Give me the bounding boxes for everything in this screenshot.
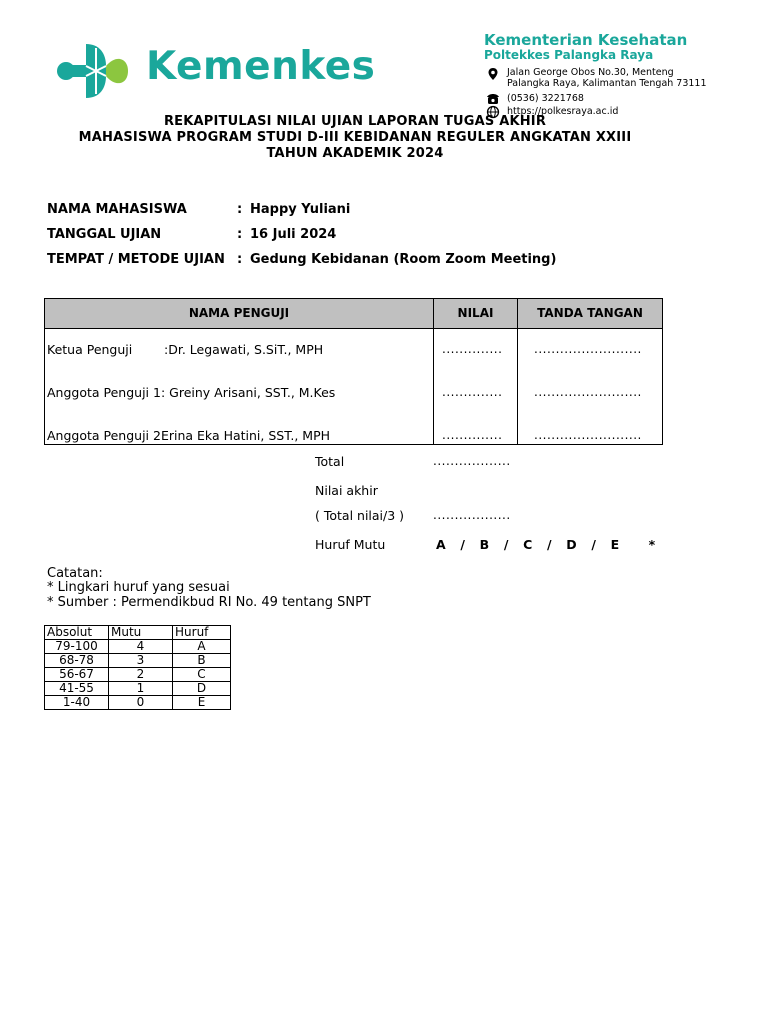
- header-absolute: Absolut: [45, 626, 109, 640]
- sign-dots-1: .........................: [534, 342, 642, 356]
- score-dots-1: ..............: [442, 342, 503, 356]
- final-score-label: Nilai akhir: [315, 483, 378, 498]
- table-row: [45, 668, 231, 682]
- campus-name: Poltekkes Palangka Raya: [484, 48, 654, 62]
- range-cell: 56-67: [45, 668, 109, 682]
- colon: :: [237, 202, 243, 217]
- score-dots-3: ..............: [442, 428, 503, 442]
- colon: :: [237, 227, 243, 242]
- exam-place-label: TEMPAT / METODE UJIAN: [47, 252, 225, 267]
- header-letter: Huruf: [173, 626, 231, 640]
- document-title-line-3: TAHUN AKADEMIK 2024: [266, 146, 444, 161]
- total-dots: ..................: [433, 454, 511, 468]
- range-cell: 79-100: [45, 640, 109, 654]
- exam-date-value: 16 Juli 2024: [250, 227, 337, 242]
- grade-table-header-row: [45, 626, 231, 640]
- letter-cell: D: [173, 682, 231, 696]
- sign-dots-3: .........................: [534, 428, 642, 442]
- letter-cell: B: [173, 654, 231, 668]
- note-2: * Sumber : Permendikbud RI No. 49 tentang SNPT: [47, 595, 371, 610]
- mutu-cell: 4: [109, 640, 173, 654]
- final-score-dots: ..................: [433, 508, 511, 522]
- grade-options: A / B / C / D / E *: [436, 537, 656, 552]
- mutu-cell: 1: [109, 682, 173, 696]
- document-title-line-2: MAHASISWA PROGRAM STUDI D-III KEBIDANAN REGULER ANGKATAN XXIII: [78, 130, 632, 145]
- table-row: [45, 682, 231, 696]
- address-line-2: Palangka Raya, Kalimantan Tengah 73111: [507, 78, 707, 89]
- mutu-cell: 0: [109, 696, 173, 710]
- table-row: [45, 640, 231, 654]
- brand-name: Kemenkes: [146, 44, 376, 89]
- total-label: Total: [315, 454, 345, 469]
- document-title-line-1: REKAPITULASI NILAI UJIAN LAPORAN TUGAS AKHIR: [163, 114, 547, 129]
- table-row: [45, 654, 231, 668]
- range-cell: 1-40: [45, 696, 109, 710]
- table-divider: [433, 298, 434, 445]
- examiner-row-2: Anggota Penguji 1: Greiny Arisani, SST., M.Kes: [47, 385, 336, 400]
- note-1: * Lingkari huruf yang sesuai: [47, 580, 230, 595]
- exam-place-value: Gedung Kebidanan (Room Zoom Meeting): [250, 252, 557, 267]
- address-line-1: Jalan George Obos No.30, Menteng: [507, 67, 674, 78]
- range-cell: 68-78: [45, 654, 109, 668]
- range-cell: 41-55: [45, 682, 109, 696]
- institution-name: Kementerian Kesehatan: [484, 31, 688, 49]
- sign-dots-2: .........................: [534, 385, 642, 399]
- exam-table: [44, 298, 663, 445]
- header-signature: TANDA TANGAN: [537, 306, 643, 320]
- mutu-cell: 3: [109, 654, 173, 668]
- header-score: NILAI: [457, 306, 494, 320]
- location-pin-icon: [486, 66, 500, 80]
- website-url: https://polkesraya.ac.id: [507, 106, 619, 117]
- notes-title: Catatan:: [47, 566, 103, 581]
- examiner-row-3: Anggota Penguji 2Erina Eka Hatini, SST., MPH: [47, 428, 331, 443]
- phone-icon: [486, 91, 500, 105]
- grade-label: Huruf Mutu: [315, 537, 386, 552]
- score-dots-2: ..............: [442, 385, 503, 399]
- table-divider: [517, 298, 518, 445]
- student-name-value: Happy Yuliani: [250, 202, 351, 217]
- student-name-label: NAMA MAHASISWA: [47, 202, 187, 217]
- exam-date-label: TANGGAL UJIAN: [47, 227, 162, 242]
- letter-cell: E: [173, 696, 231, 710]
- letter-cell: C: [173, 668, 231, 682]
- header-examiner-name: NAMA PENGUJI: [188, 306, 290, 320]
- phone-number: (0536) 3221768: [507, 93, 584, 104]
- examiner-row-1: Ketua Penguji :Dr. Legawati, S.SiT., MPH: [47, 342, 324, 357]
- header-mutu: Mutu: [109, 626, 173, 640]
- kemenkes-flower-icon: [56, 40, 146, 102]
- table-row: [45, 696, 231, 710]
- grade-scale-table: [44, 625, 231, 710]
- letter-cell: A: [173, 640, 231, 654]
- mutu-cell: 2: [109, 668, 173, 682]
- formula-label: ( Total nilai/3 ): [315, 508, 405, 523]
- colon: :: [237, 252, 243, 267]
